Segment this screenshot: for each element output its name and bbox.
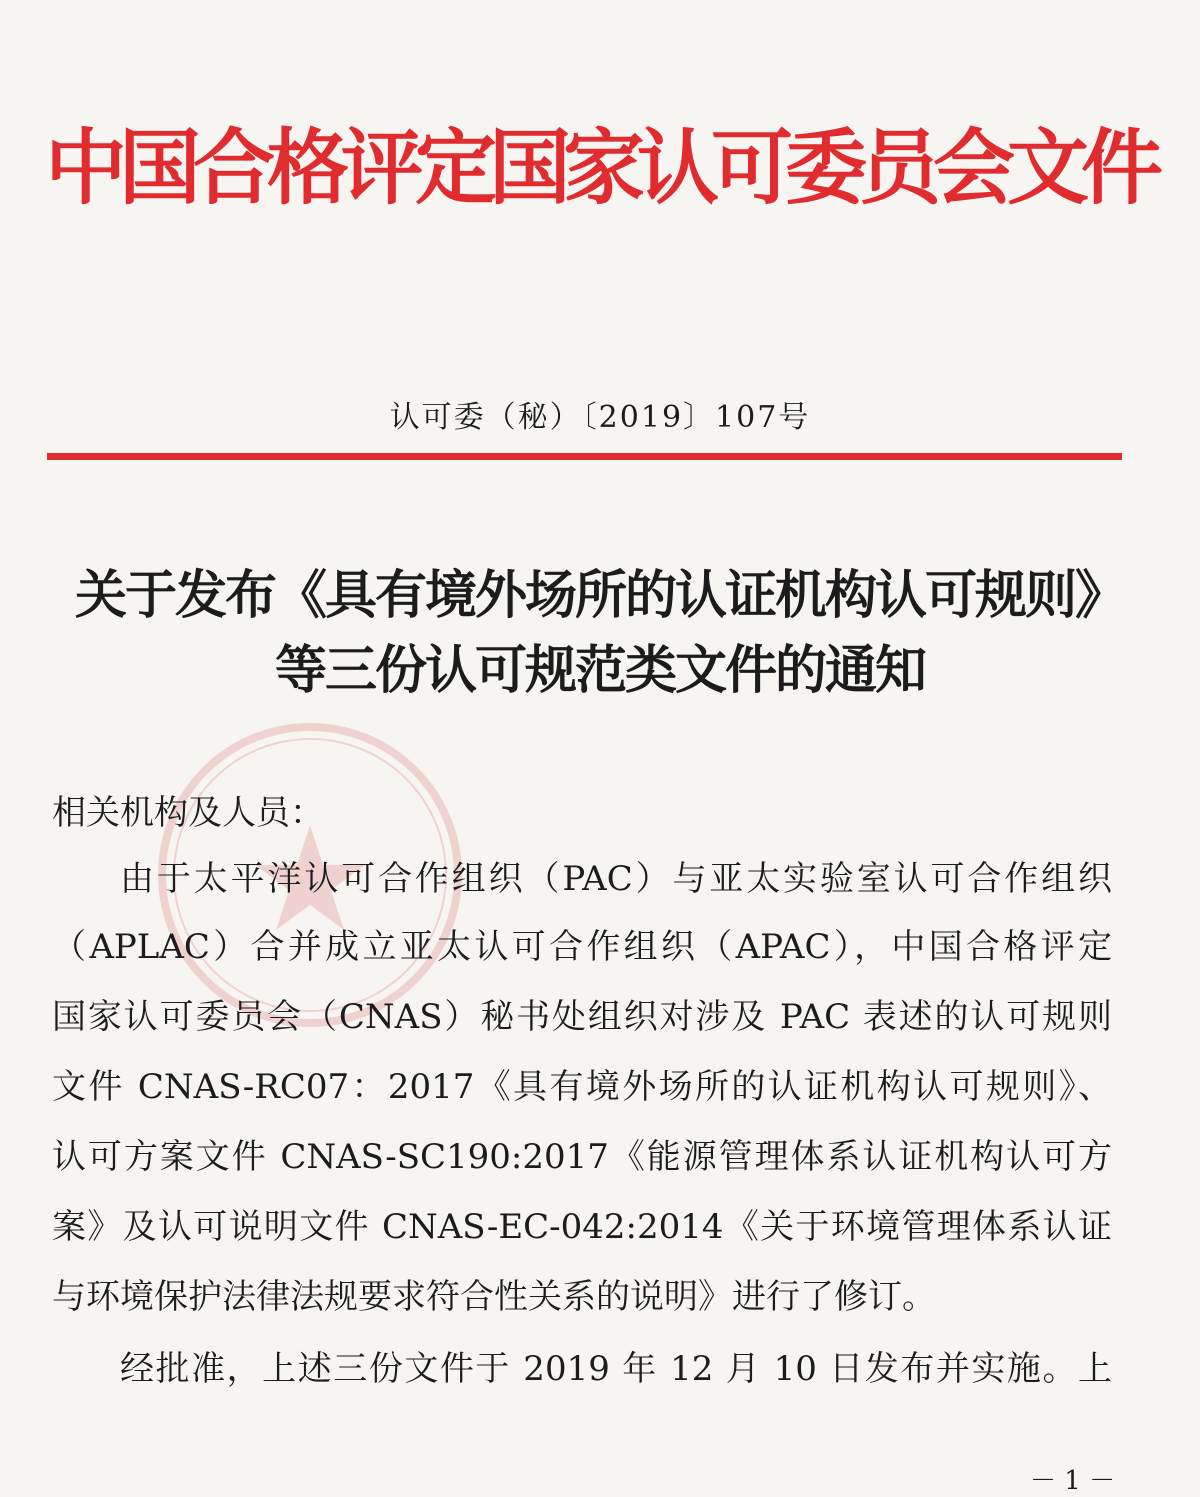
document-title-line-1: 关于发布《具有境外场所的认证机构认可规则》: [74, 565, 1125, 626]
paragraph-line: 案》及认可说明文件 CNAS-EC-042:2014《关于环境管理体系认证: [52, 1207, 1112, 1247]
paragraph-line: 由于太平洋认可合作组织（PAC）与亚太实验室认可合作组织: [120, 859, 1112, 899]
salutation: 相关机构及人员：: [52, 793, 324, 833]
paragraph-line: （APLAC）合并成立亚太认可合作组织（APAC），中国合格评定: [52, 927, 1112, 967]
paragraph-2-line: 经批准，上述三份文件于 2019 年 12 月 10 日发布并实施。上: [120, 1349, 1112, 1389]
document-number: 认可委（秘）〔2019〕107号: [389, 400, 811, 435]
paragraph-line: 认可方案文件 CNAS-SC190:2017《能源管理体系认证机构认可方: [52, 1137, 1112, 1177]
paragraph-line: 国家认可委员会（CNAS）秘书处组织对涉及 PAC 表述的认可规则: [52, 997, 1112, 1037]
document-title-line-2: 等三份认可规范类文件的通知: [274, 640, 925, 701]
masthead-title: 中国合格评定国家认可委员会文件: [44, 121, 1155, 216]
page-number: － 1 －: [1030, 1466, 1116, 1496]
paragraph-line: 文件 CNAS-RC07：2017《具有境外场所的认证机构认可规则》、: [52, 1067, 1112, 1107]
paragraph-line: 与环境保护法律法规要求符合性关系的说明》进行了修订。: [52, 1277, 936, 1317]
red-divider-line: [47, 453, 1122, 460]
